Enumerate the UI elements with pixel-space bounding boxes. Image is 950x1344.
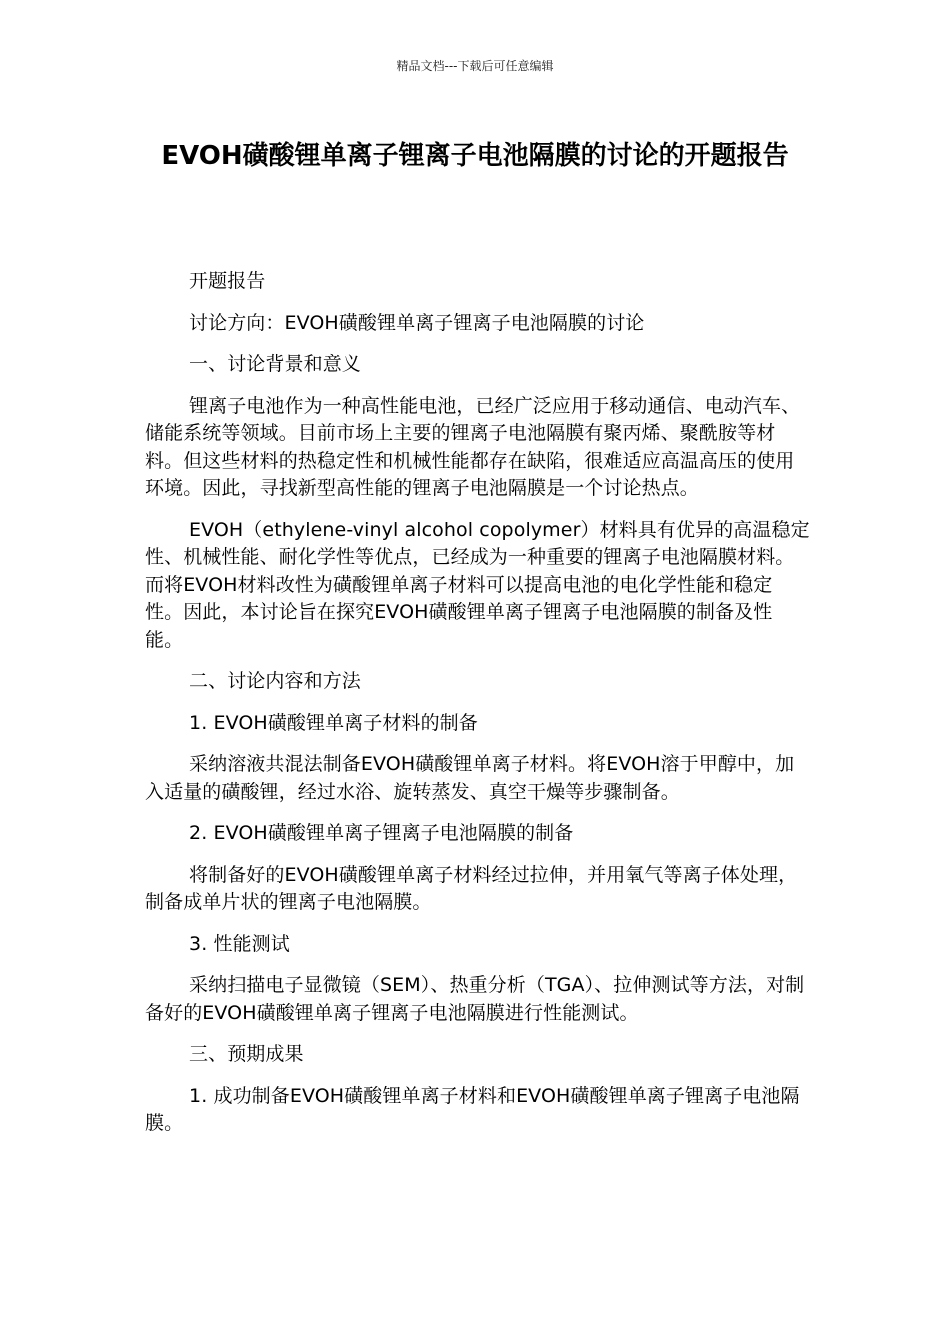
document-title: EVOH磺酸锂单离子锂离子电池隔膜的讨论的开题报告 — [161, 141, 789, 171]
paragraph-material-preparation: 采纳溶液共混法制备EVOH磺酸锂单离子材料。将EVOH溶于甲醇中，加入适量的磺酸锂，经过水浴、旋转蒸发、真空干燥等步骤制备。 — [145, 753, 795, 803]
paragraph-separator-preparation: 将制备好的EVOH磺酸锂单离子材料经过拉伸，并用氧气等离子体处理，制备成单片状的锂离子电池隔膜。 — [145, 863, 798, 913]
subheading-separator-preparation: 2. EVOH磺酸锂单离子锂离子电池隔膜的制备 — [189, 822, 574, 844]
section-heading-expected-results: 三、预期成果 — [189, 1043, 304, 1065]
header-note: 精品文档---下载后可任意编辑 — [396, 59, 554, 73]
section-heading-background: 一、讨论背景和意义 — [189, 353, 361, 375]
section-heading-content-methods: 二、讨论内容和方法 — [189, 670, 361, 692]
document-body — [145, 268, 810, 1152]
paragraph-background-2: EVOH（ethylene-vinyl alcohol copolymer）材料具有优异的高温稳定性、机械性能、耐化学性等优点，已经成为一种重要的锂离子电池隔膜材料。而将EVOH材料改性为磺酸锂单离子材料可以提高电池的电化学性能和稳定性。因此，本讨论旨在探究EVOH磺酸锂单离子锂离子电池隔膜的制备及性能。 — [145, 518, 810, 651]
subheading-performance-testing: 3. 性能测试 — [189, 932, 290, 955]
paragraph-report-label: 开题报告 — [189, 270, 266, 292]
paragraph-background-1: 锂离子电池作为一种高性能电池，已经广泛应用于移动通信、电动汽车、储能系统等领域。目前市场上主要的锂离子电池隔膜有聚丙烯、聚酰胺等材料。但这些材料的热稳定性和机械性能都存在缺陷，很难适应高温高压的使用环境。因此，寻找新型高性能的锂离子电池隔膜是一个讨论热点。 — [145, 394, 801, 499]
subheading-material-preparation: 1. EVOH磺酸锂单离子材料的制备 — [189, 711, 478, 734]
paragraph-research-direction: 讨论方向：EVOH磺酸锂单离子锂离子电池隔膜的讨论 — [189, 311, 645, 334]
paragraph-expected-result-1: 1. 成功制备EVOH磺酸锂单离子材料和EVOH磺酸锂单离子锂离子电池隔膜。 — [145, 1084, 800, 1134]
paragraph-performance-testing: 采纳扫描电子显微镜（SEM）、热重分析（TGA）、拉伸测试等方法，对制备好的EVOH磺酸锂单离子锂离子电池隔膜进行性能测试。 — [145, 974, 805, 1024]
